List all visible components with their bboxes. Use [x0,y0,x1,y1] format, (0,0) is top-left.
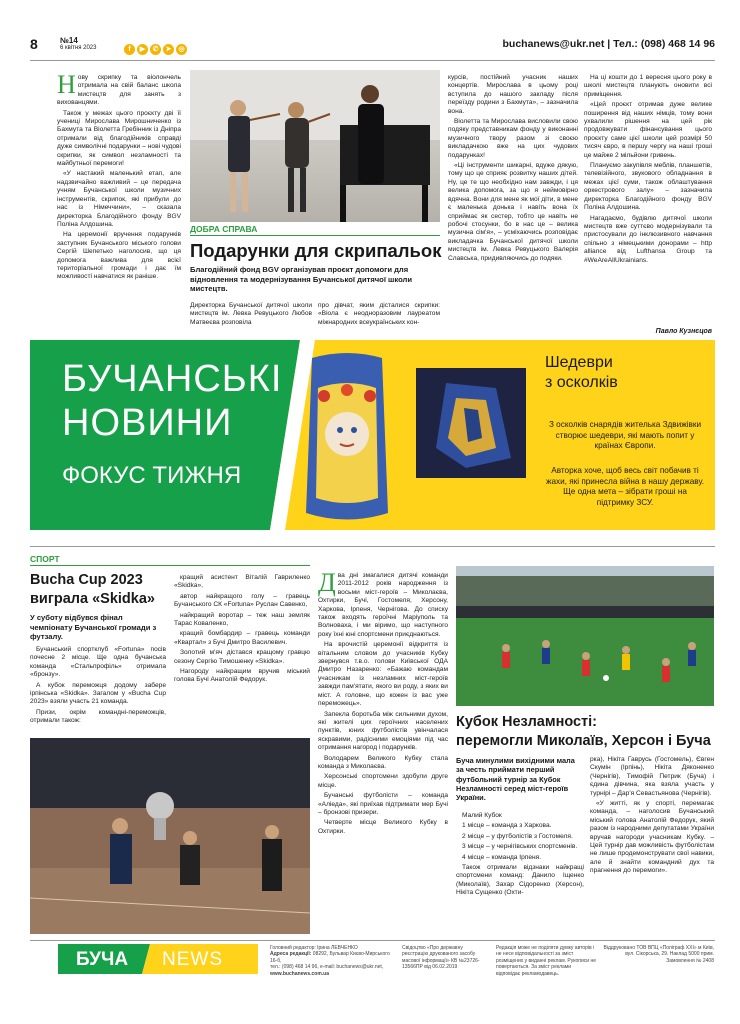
article1-rubric-rule [190,235,440,236]
article3-col2 [456,812,584,934]
paragraph: Нагороду найкращим вручив міський голова Бучі Анатолій Федорук. [174,668,310,684]
paragraph: Золотий м'яч дістався кращому гравцю сезону Сергію Тимошенку «Skidka». [174,649,310,665]
paragraph: Бучанський спортклуб «Fortuna» посів почесне 2 місце. Ще одна бучанська команда «Стальпрофіль» отримала «бронзу». [30,646,166,679]
banner-headline-2: з осколків [545,374,618,391]
article3-title-2: перемогли Миколаїв, Херсон і Буча [456,733,711,749]
paragraph: Також отримали відзнаки найкращі спортсмени команд: Данило Іщенко (Миколаїв), Захар Сідоренко (Херсон), Нікіта Сущенко (Охти- [456,864,584,897]
paragraph: 3 місце – у чернігівських спортсменів. [462,843,578,851]
article3-col3 [590,756,714,934]
article1-col3: про дівчат, яким дісталися скрипки: «Віола є неодноразовим лауреатом міжнародних всеукраїнських кон- [318,302,440,326]
paragraph: А кубок переможця додому забере ірпінська «Skidka». Загалом у «Bucha Cup 2023» взяли участь 21 команда. [30,681,166,706]
paragraph: 4 місце – команда Ірпеня. [462,853,542,861]
article1-rubric: ДОБРА СПРАВА [190,224,258,234]
paragraph: На ці кошти до 1 вересня цього року в школі мистецтв планують оновити всі приміщення. [584,74,712,98]
address: 08292, Бульвар Києво-Мирського 16-б, [270,951,390,964]
header-divider [118,45,122,46]
banner-subtitle: ФОКУС ТИЖНЯ [62,462,242,489]
paragraph: Малий Кубок [462,812,502,819]
viber-icon[interactable]: ✆ [150,44,161,55]
article3-lead: Буча минулими вихідними мала за честь приймати перший футбольний турнір за Кубок Незламності серед міст-героїв України. [456,756,575,803]
telegram-icon[interactable]: ➤ [163,44,174,55]
violinists-photo [190,70,440,222]
article2-title-2: виграла «Skidka» [30,591,155,607]
dropcap: Н [57,74,76,99]
paragraph: ва дні змагалися дитячі команди 2011-2012 років народження із восьми міст-героїв – Миколаєва, Охтирки, Бучі, Гостомеля, Херсону, Харкова, Ірпеня, Чернігова. До списку також входять героїчні Маріуполь та Волноваха, і ми віримо, що наступного року їхні юні спортсмени приєднаються. [318,572,448,638]
article1-photo [190,70,440,222]
paragraph: Призи, окрім командні-переможців, отримали також: [30,708,166,725]
paragraph: Віолетта та Мирослава висловили свою подяку представникам фонду у виконанні музичного твору разом зі своєю викладачкою вже на цих чудових подарунках! [448,118,578,159]
social-icons [124,38,204,56]
header-contacts: buchanews@ukr.net | Тел.: (098) 468 14 96 [502,38,715,50]
article2-rubric-rule [30,565,310,566]
footer-disclaimer: Редакція може не поділяти думку авторів і не несе відповідальності за зміст розміщених у виданні реклам. Рукописи не повертаються. За зміст реклами відповідає рекламодавець. [496,945,596,977]
article2-rubric: СПОРТ [30,554,60,564]
paragraph: автор найкращого голу – гравець Бучанського СК «Fortuna» Руслан Савенко, [174,592,310,609]
footer-logo-bucha: БУЧА [76,949,129,970]
article1-title: Подарунки для скрипальок [190,240,442,261]
article3-photo [456,566,714,706]
banner-headline-1: Шедеври [545,354,613,371]
football-match-photo [456,566,714,706]
paragraph: Володарем Великого Кубку стала команда з Миколаєва. [318,754,448,770]
focus-banner[interactable] [30,340,715,530]
article2-col1 [30,646,166,732]
paragraph: На врочистій церемонії відкриття із вітальним словом до учасників Кубку звернувся т.в.о. голови Київської ОДА Дмитро Назаренко: «Бажаю командам учасникам із незламних міст-героїв завжди пам'ятати, якого ви роду, з яких ви міст. А головне, що кожен із вас уже переможець». [318,641,448,708]
section-rule [30,546,715,547]
footer-rule [30,940,715,941]
article1-col5 [584,74,712,324]
header-rule [30,60,715,61]
page-number: 8 [30,36,38,52]
paragraph: «Цей проєкт отримав дуже велике поширення від наших німців, тому вони ухвалили рішення на цей рік продовжувати фінансування цього проєкту саме цієї школи цей розмірі 50 тисяч євро, в першу чергу на наші гроші це майже 2 мільйони гривень. [584,101,712,159]
footer-registration: Свідоцтво «Про державну реєстрацію друкованого засобу масової інформації» КВ №23726-13566ПР від 06.02.2019 [402,945,480,971]
footer-editorial [270,945,396,977]
paragraph: Нагадаємо, будівлю дитячої школи мистецтв вже суттєво модернізували та пристосували до інклюзивного навчання спільно з німецькими донорами – http alliance від Lufthansa Group та #WeAreAllUkrainians. [584,214,712,264]
instagram-icon[interactable]: ◎ [176,44,187,55]
issue-number: №14 [60,36,78,45]
banner-title-2: НОВИНИ [62,402,233,444]
paragraph: На церемонії вручення подарунків заступник Бучанського міського голови Сергій Шепетько наголосив, що ця допомога важлива для всієї територіальної громади і дає їм можливості навчатися як раніше. [57,231,181,281]
paragraph: 2 місце – у футболістів з Гостомеля. [462,832,573,840]
paragraph: ову скрипку та віолончель отримала на свій баланс школа мистецтв для занять з вихованцями. [57,74,181,107]
page-header [30,36,715,56]
footer-printing: Віддруковано ТОВ ВПЦ «Поліграф ХХI» м Київ, вул. Сікорська, 29. Наклад 5000 прим. Замовлення № 2408 [603,945,714,964]
article1-lead: Благодійний фонд BGV організував проєкт допомоги для відновлення та модернізування Бучанської дитячої школи мистецтв. [190,265,413,293]
article1-col1 [57,74,181,314]
footer-logo[interactable] [58,944,258,974]
article2-photo [30,738,310,934]
painted-shell-image [302,348,392,528]
paragraph: Плануємо закупівля меблів, планшетів, телевізійного, звукового обладнання в межах цієї суми, також облаштування оркестрового залу» – зазначила директорка Благодійного фонду BGV Поліна Алдошина. [584,162,712,212]
article1-col4 [448,74,578,336]
article2-col2 [174,574,310,734]
dropcap: Д [318,572,336,597]
paragraph: Запекла боротьба між сильними духом, які жителі цих героїчних населених пунктів, юних футболістів увінчалася яскравими, радісними емоціями під час отримання нагород і подарунків. [318,710,448,752]
article3-title-1: Кубок Незламності: [456,714,598,730]
paragraph: «У житті, як у спорті, перемагає команда, – наголосив Бучанський міський голова Анатолій Федорук, який разом із народними депутатами України вручав нагороди учасникам Кубку. – Цей турнір дав можливість футболістам не лише продемонструвати свої навики, але й знайти командний дух та прагнення до перемоги». [590,800,714,875]
youtube-icon[interactable]: ▶ [137,44,148,55]
address-label: Адреса редакції: [270,951,312,958]
article1-col2: Директорка Бучанської дитячої школи мистецтв ім. Левка Ревуцького Любов Матвеєва розповіла [190,302,312,326]
paragraph: Херсонські спортсмени здобули друге місце. [318,773,448,789]
paragraph: кращий бомбардир – гравець команди «Квартал» з Бучі Дмитро Василевич. [174,630,310,646]
banner-text-2: Авторка хоче, щоб весь світ побачив ті жахи, які принесла війна в нашу державу. Ще одна мета – зібрати гроші на підтримку ЗСУ. [545,466,705,507]
paragraph: курсів, постійний учасник наших концертів. Мирослава в цьому році вступила до нашого закладу після переїзду родини з Бахмута», – зазначила вона. [448,74,578,115]
paragraph: рка), Нікіта Гаврусь (Гостомель), Євген Скумін (Ірпінь), Нікіта Дяконенко (Чернігів), Тимофій Петрик (Буча) і єдина дівчина, яка взяла участь у турнірі – Дар'я Севастьянова (Чернігів). [590,756,714,797]
article1-author: Павло Кузнєцов [655,328,712,335]
paragraph: найкращий воротар – теж наш земляк Тарас Коваленко, [174,611,310,628]
banner-title-1: БУЧАНСЬКІ [62,358,283,400]
footer-logo-news: NEWS [162,949,223,970]
article2-title-1: Bucha Cup 2023 [30,572,143,588]
paragraph: Також у межах цього проєкту дві її учениці Мирослава Мирошниченко із Бахмута та Віолетта Гребінник із Дніпра отримали від благодійників справді дуже символічні подарунки – нові чудові скрипки, як символ незламності та майбутньої перемоги! [57,109,181,168]
paragraph: Бучанські футболісти – команда «Аліеда», які приїхав підтримати мер Бучі – бронзові призери. [318,792,448,816]
futsal-award-photo [30,738,310,934]
paragraph: «Ці інструменти шикарні, вдуже дякую, тому що це сприяє розвитку наших дітей. Ну, це те що необхідно нам завжди, і ця велика допомога, за що я неймовірно вдячна. Вони для мене як мої діти, в мене є маленька донька і навіть вона їх сприймає як сестер, тобто це навіть не робочі стосунки, бо в нас це – велика музична сім'я», – усміхаючись розповідає викладачка Бучанської дитячої школи мистецтв ім. Левка Ревуцького Валерія Славська, придивляючись до подяки. [448,162,578,262]
paragraph: Четверте місце Великого Кубку в Охтирки. [318,819,448,835]
shrapnel-art-image [416,368,526,478]
issue-date: 6 квітня 2023 [60,45,97,51]
article3-col1 [318,572,448,934]
facebook-icon[interactable]: f [124,44,135,55]
phone: тел.: (098) 468 14 96, e-mail: buchanews@ukr.net, [270,964,384,971]
article2-lead: У суботу відбувся фінал чемпіонату Бучанської громади з футзалу. [30,613,157,641]
editor: Головний редактор: Ірина ЛЕВЧЕНКО [270,945,358,951]
banner-text-1: З осколків снарядів жителька Здвижівки створює шедеври, які мають попит у країнах Європи. [548,420,702,450]
paragraph: кращий асистент Віталій Гавриленко «Skidka», [174,574,310,590]
paragraph: «У настакий маленький етап, але надзвичайно важливий – це передача учням Бучанської школи музичних інструментів, скрипок, які прибули до нас із Німеччини», – сказала директорка Благодійного фонду BGV Поліна Алдошина. [57,170,181,228]
website[interactable]: www.buchanews.com.ua [270,970,329,977]
paragraph: 1 місце – команда з Харкова. [462,822,552,830]
